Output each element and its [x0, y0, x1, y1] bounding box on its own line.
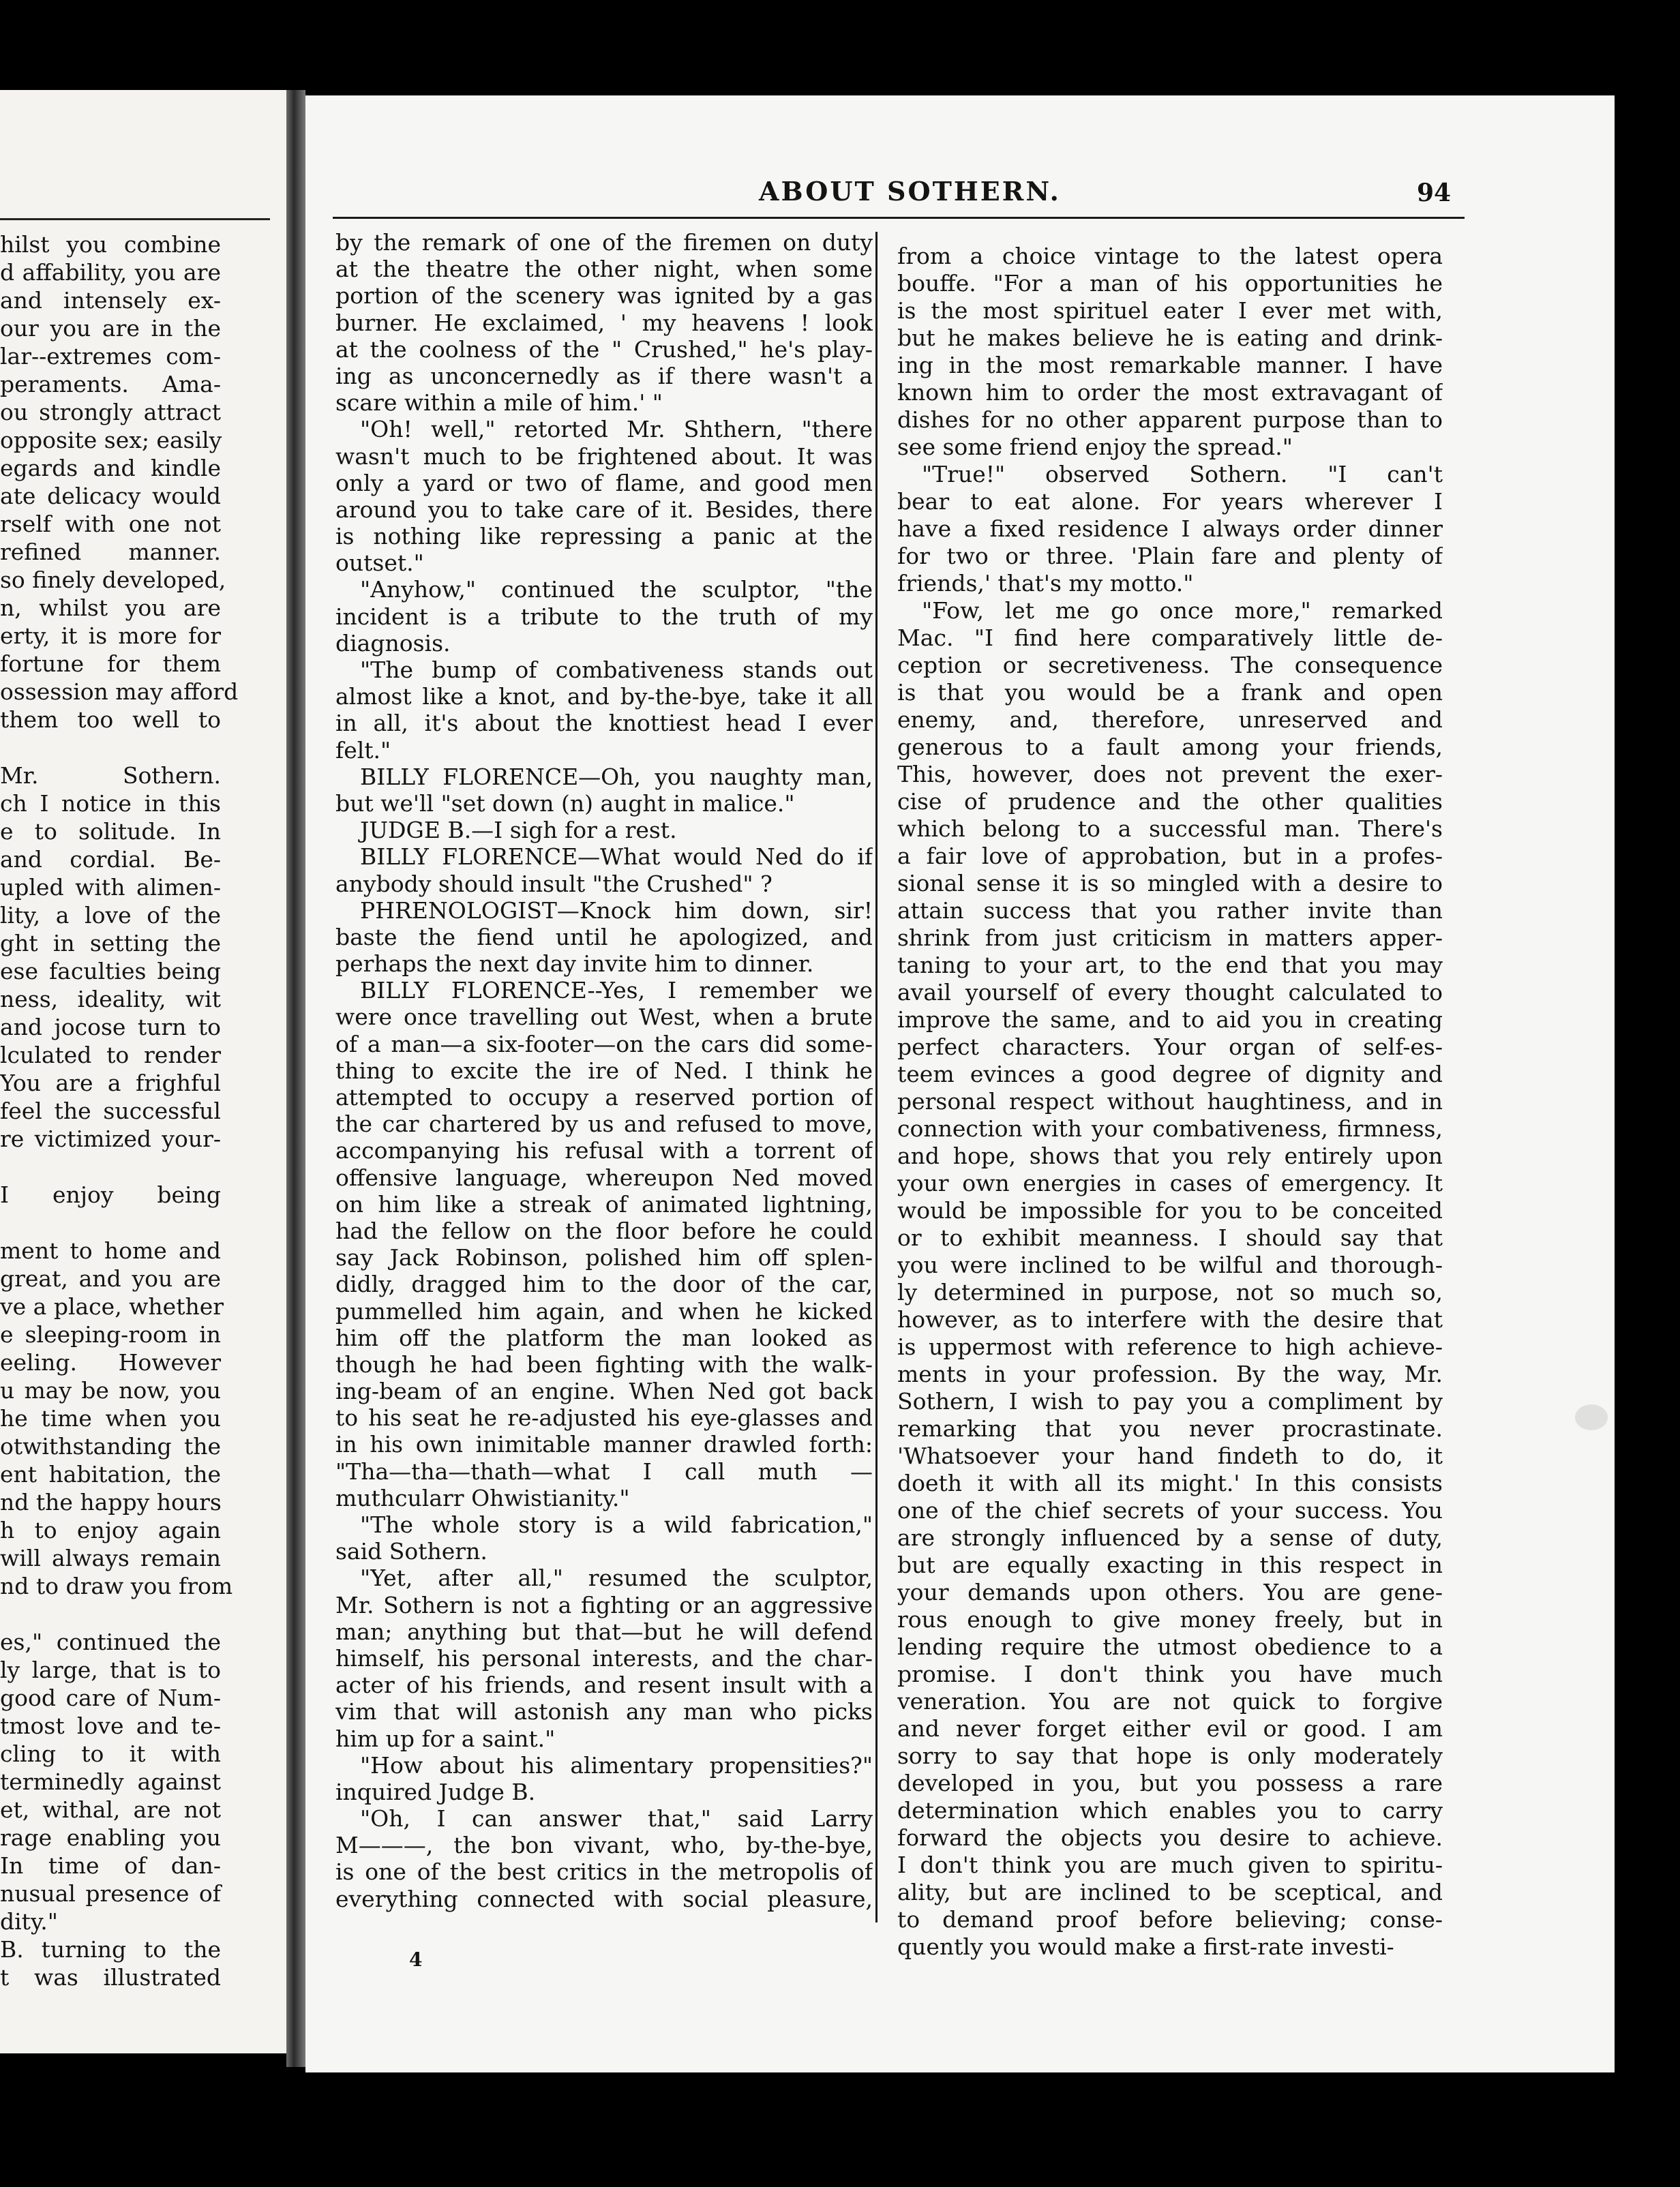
text-line: otwithstanding the	[0, 1433, 221, 1460]
text-line: h to enjoy again	[0, 1517, 221, 1543]
text-line: bouffe. "For a man of his opportunities he	[897, 270, 1443, 297]
text-line: "Anyhow," continued the sculptor, "the	[360, 576, 873, 603]
text-line: in all, it's about the knottiest head I ever	[335, 710, 873, 737]
text-line: erty, it is more for	[0, 622, 221, 649]
text-line: rage enabling you	[0, 1824, 221, 1851]
text-line: felt."	[335, 736, 391, 764]
text-line: Mr. Sothern.	[0, 762, 221, 789]
text-line: but we'll "set down (n) aught in malice."	[335, 789, 795, 817]
left-header-rule	[0, 218, 270, 220]
book-gutter	[286, 90, 305, 2067]
text-line: ve a place, whether	[0, 1293, 224, 1320]
text-line	[0, 1153, 286, 1181]
scan-blemish	[1575, 1404, 1608, 1430]
text-line: everything connected with social pleasure,	[335, 1885, 873, 1912]
text-line: at the coolness of the " Crushed," he's play-	[335, 335, 873, 363]
text-line: didly, dragged him to the door of the car,	[335, 1271, 873, 1298]
text-line: great, and you are	[0, 1265, 221, 1292]
text-line: You are a frighful	[0, 1070, 221, 1096]
text-line: pummelled him again, and when he kicked	[335, 1297, 873, 1325]
text-line: in his own inimitable manner drawled forth:	[335, 1431, 873, 1458]
text-line: ght in setting the	[0, 930, 221, 956]
text-line: wasn't much to be frightened about. It was	[335, 442, 873, 470]
text-line: shrink from just criticism in matters apper-	[897, 924, 1443, 951]
text-line: peraments. Ama-	[0, 371, 221, 397]
text-line: d affability, you are	[0, 259, 221, 286]
text-line: PHRENOLOGIST—Knock him down, sir!	[360, 896, 873, 924]
text-line: and jocose turn to	[0, 1014, 221, 1040]
text-line: This, however, does not prevent the exer-	[897, 761, 1443, 787]
text-line: egards and kindle	[0, 455, 221, 481]
text-line: so finely developed,	[0, 567, 226, 593]
text-line: lculated to render	[0, 1042, 221, 1068]
text-line: which belong to a successful man. There's	[897, 815, 1443, 842]
text-line: diagnosis.	[335, 629, 451, 657]
text-line: promise. I don't think you have much	[897, 1661, 1443, 1687]
text-line: remarking that you never procrastinate.	[897, 1415, 1443, 1442]
text-line: were once travelling out West, when a brute	[335, 1004, 873, 1031]
text-line: ception or secretiveness. The consequence	[897, 652, 1443, 678]
text-line: terminedly against	[0, 1768, 221, 1795]
text-line: nd to draw you from	[0, 1573, 233, 1599]
text-line: baste the fiend until he apologized, and	[335, 923, 873, 950]
text-line: ese faculties being	[0, 958, 221, 984]
text-line: eeling. However	[0, 1349, 221, 1376]
text-line: ment to home and	[0, 1237, 221, 1264]
text-line: to his seat he re-adjusted his eye-glasses and	[335, 1404, 873, 1432]
text-line: incident is a tribute to the truth of my	[335, 603, 873, 630]
text-line: bear to eat alone. For years wherever I	[897, 488, 1443, 515]
text-line: almost like a knot, and by-the-bye, take it all	[335, 683, 873, 710]
text-line: a fair love of approbation, but in a profes-	[897, 843, 1443, 869]
text-line: and hope, shows that you rely entirely upon	[897, 1143, 1443, 1169]
text-line: of a man—a six-footer—on the cars did some-	[335, 1030, 873, 1057]
text-line: himself, his personal interests, and the char-	[335, 1644, 873, 1672]
text-line: or to exhibit meanness. I should say that	[897, 1224, 1443, 1251]
text-line: he time when you	[0, 1405, 221, 1432]
text-line: fortune for them	[0, 650, 221, 677]
text-line: you were inclined to be wilful and thorough-	[897, 1252, 1443, 1278]
text-line: attain success that you rather invite than	[897, 897, 1443, 924]
text-line: ing-beam of an engine. When Ned got back	[335, 1378, 873, 1405]
text-line: one of the chief secrets of your success. You	[897, 1497, 1443, 1524]
text-line: "Fow, let me go once more," remarked	[922, 597, 1443, 624]
text-line: said Sothern.	[335, 1538, 487, 1565]
text-line: hilst you combine	[0, 231, 221, 258]
text-line: ality, but are inclined to be sceptical, and	[897, 1879, 1443, 1905]
text-line: would be impossible for you to be conceited	[897, 1197, 1443, 1224]
text-line: man; anything but that—but he will defend	[335, 1618, 873, 1645]
text-line: personal respect without haughtiness, and in	[897, 1088, 1443, 1115]
text-line: on him like a streak of animated lightning,	[335, 1190, 873, 1218]
text-line: et, withal, are not	[0, 1796, 221, 1823]
text-line: ing as unconcernedly as if there wasn't a	[335, 362, 873, 389]
text-line: tmost love and te-	[0, 1713, 221, 1739]
text-line: ments in your profession. By the way, Mr.	[897, 1361, 1443, 1387]
text-line: feel the successful	[0, 1098, 221, 1124]
text-line	[0, 734, 286, 761]
text-line: ly large, that is to	[0, 1657, 221, 1683]
text-line: BILLY FLORENCE—Oh, you naughty man,	[360, 763, 873, 790]
text-line: enemy, and, therefore, unreserved and	[897, 706, 1443, 733]
text-line: offensive language, whereupon Ned moved	[335, 1164, 873, 1191]
text-line: opposite sex; easily	[0, 427, 222, 453]
text-line: have a fixed residence I always order dinner	[897, 515, 1443, 542]
text-line: upled with alimen-	[0, 874, 221, 901]
text-line: to demand proof before believing; conse-	[897, 1906, 1443, 1933]
text-line: "True!" observed Sothern. "I can't	[922, 461, 1443, 487]
text-line: I don't think you are much given to spiritu-	[897, 1852, 1443, 1878]
text-line: perfect characters. Your organ of self-es-	[897, 1034, 1443, 1060]
text-column-left	[335, 229, 873, 1912]
text-line: but are equally exacting in this respect in	[897, 1552, 1443, 1578]
text-line: and never forget either evil or good. I am	[897, 1715, 1443, 1742]
text-line: ou strongly attract	[0, 399, 221, 425]
text-line: will always remain	[0, 1545, 221, 1571]
text-line: forward the objects you desire to achieve.	[897, 1824, 1443, 1851]
text-column-right	[897, 243, 1443, 1961]
text-line: are strongly influenced by a sense of duty,	[897, 1524, 1443, 1551]
text-line: "The bump of combativeness stands out	[360, 657, 873, 683]
text-line: generous to a fault among your friends,	[897, 734, 1443, 760]
text-line: taning to your art, to the end that you may	[897, 952, 1443, 978]
text-line: is uppermost with reference to high achieve-	[897, 1333, 1443, 1360]
text-line: scare within a mile of him.' "	[335, 389, 663, 417]
text-line: however, as to interfere with the desire that	[897, 1306, 1443, 1333]
text-line: rself with one not	[0, 511, 221, 537]
text-line: friends,' that's my motto."	[897, 570, 1194, 597]
text-line: Mr. Sothern is not a fighting or an aggressive	[335, 1591, 873, 1618]
text-line: the car chartered by us and refused to move,	[335, 1111, 873, 1138]
text-line: had the fellow on the floor before he could	[335, 1217, 873, 1244]
text-line: nd the happy hours	[0, 1489, 222, 1515]
text-line	[0, 1209, 286, 1237]
text-line: t was illustrated	[0, 1964, 221, 1991]
text-line: him off the platform the man looked as	[335, 1324, 873, 1351]
text-line: but he makes believe he is eating and drink-	[897, 325, 1443, 351]
text-line: inquired Judge B.	[335, 1778, 536, 1805]
text-line: dity."	[0, 1908, 58, 1935]
text-line: is nothing like repressing a panic at the	[335, 523, 873, 550]
page-94	[305, 95, 1615, 2072]
page-number: 94	[1417, 179, 1452, 207]
text-line: your demands upon others. You are gene-	[897, 1579, 1443, 1605]
text-line: at the theatre the other night, when some	[335, 256, 873, 283]
text-line: around you to take care of it. Besides, there	[335, 496, 873, 523]
text-line: anybody should insult "the Crushed" ?	[335, 870, 772, 897]
text-line: perhaps the next day invite him to dinner.	[335, 950, 814, 978]
facing-page-left	[0, 90, 286, 2053]
text-line: Sothern, I wish to pay you a compliment by	[897, 1388, 1443, 1415]
text-line: say Jack Robinson, polished him off splen-	[335, 1244, 873, 1271]
text-line: for two or three. 'Plain fare and plenty of	[897, 543, 1443, 569]
text-line: muthcularr Ohwistianity."	[335, 1484, 630, 1511]
text-line: BILLY FLORENCE--Yes, I remember we	[360, 977, 873, 1004]
text-line: ossession may afford	[0, 678, 239, 705]
text-line: good care of Num-	[0, 1685, 221, 1711]
left-page-text-column	[0, 230, 286, 1991]
text-line: refined manner.	[0, 539, 221, 565]
header-rule	[333, 217, 1465, 219]
text-line: quently you would make a first-rate investi-	[897, 1933, 1394, 1960]
text-line: lending require the utmost obedience to a	[897, 1633, 1443, 1660]
text-line: e sleeping-room in	[0, 1321, 221, 1348]
text-line: only a yard or two of flame, and good men	[335, 469, 873, 496]
text-line: nusual presence of	[0, 1880, 221, 1907]
text-line: cise of prudence and the other qualities	[897, 788, 1443, 815]
text-line: 'Whatsoever your hand findeth to do, it	[897, 1443, 1443, 1469]
text-line: In time of dan-	[0, 1852, 221, 1879]
text-line: ent habitation, the	[0, 1461, 221, 1488]
column-divider	[875, 232, 877, 1922]
text-line: re victimized your-	[0, 1126, 221, 1152]
text-line: accompanying his refusal with a torrent of	[335, 1137, 873, 1164]
text-line: from a choice vintage to the latest opera	[897, 243, 1443, 269]
text-line: es," continued the	[0, 1629, 221, 1655]
text-line: ate delicacy would	[0, 483, 221, 509]
text-line: I enjoy being	[0, 1181, 221, 1208]
text-line: veneration. You are not quick to forgive	[897, 1688, 1443, 1715]
text-line: attempted to occupy a reserved portion of	[335, 1084, 873, 1111]
text-line: known him to order the most extravagant of	[897, 379, 1443, 406]
text-line: sorry to say that hope is only moderately	[897, 1743, 1443, 1769]
text-line: see some friend enjoy the spread."	[897, 434, 1293, 460]
text-line: dishes for no other apparent purpose than to	[897, 406, 1443, 433]
text-line: is one of the best critics in the metropolis of	[335, 1858, 873, 1886]
text-line: rous enough to give money freely, but in	[897, 1606, 1443, 1633]
text-line: burner. He exclaimed, ' my heavens ! look	[335, 309, 873, 336]
signature-mark: 4	[409, 1948, 423, 1971]
text-line: "Yet, after all," resumed the sculptor,	[360, 1565, 873, 1592]
text-line: and cordial. Be-	[0, 846, 221, 873]
text-line: ch I notice in this	[0, 790, 221, 817]
text-line: ing in the most remarkable manner. I have	[897, 352, 1443, 378]
text-line: is that you would be a frank and open	[897, 679, 1443, 706]
text-line: is the most spirituel eater I ever met with,	[897, 297, 1443, 324]
text-line: acter of his friends, and resent insult with a	[335, 1672, 873, 1699]
text-line: connection with your combativeness, firmness,	[897, 1115, 1443, 1142]
text-line: "Oh, I can answer that," said Larry	[360, 1805, 873, 1832]
running-head-title: ABOUT SOTHERN.	[759, 176, 1061, 207]
text-line: thing to excite the ire of Ned. I think he	[335, 1057, 873, 1084]
text-line: teem evinces a good degree of dignity and	[897, 1061, 1443, 1087]
text-line: u may be now, you	[0, 1377, 221, 1404]
text-line: cling to it with	[0, 1740, 221, 1767]
text-line: doeth it with all its might.' In this consists	[897, 1470, 1443, 1496]
text-line: ly determined in purpose, not so much so,	[897, 1279, 1443, 1306]
text-line: Mac. "I find here comparatively little de-	[897, 624, 1443, 651]
text-line: "The whole story is a wild fabrication,"	[360, 1511, 873, 1538]
text-line: M———, the bon vivant, who, by-the-bye,	[335, 1832, 873, 1859]
text-line: "Oh! well," retorted Mr. Shthern, "there	[360, 416, 873, 443]
text-line: developed in you, but you possess a rare	[897, 1770, 1443, 1796]
text-line: determination which enables you to carry	[897, 1797, 1443, 1824]
text-line: vim that will astonish any man who picks	[335, 1698, 873, 1725]
text-line: n, whilst you are	[0, 594, 221, 621]
text-line: our you are in the	[0, 315, 221, 342]
text-line: improve the same, and to aid you in creating	[897, 1006, 1443, 1033]
text-line: lity, a love of the	[0, 902, 221, 929]
text-line: JUDGE B.—I sigh for a rest.	[360, 817, 677, 844]
text-line: B. turning to the	[0, 1936, 221, 1963]
text-line: "Tha—tha—thath—what I call muth —	[335, 1458, 873, 1485]
text-line: outset."	[335, 549, 424, 577]
text-line: portion of the scenery was ignited by a gas	[335, 282, 873, 310]
text-line	[0, 1600, 286, 1628]
text-line: though he had been fighting with the walk-	[335, 1351, 873, 1378]
text-line: and intensely ex-	[0, 287, 221, 314]
text-line: ness, ideality, wit	[0, 986, 221, 1012]
text-line: him up for a saint."	[335, 1725, 556, 1752]
text-line: by the remark of one of the firemen on duty	[335, 229, 873, 256]
text-line: sional sense it is so mingled with a desire to	[897, 870, 1443, 896]
text-line: lar--extremes com-	[0, 343, 221, 369]
text-line: them too well to	[0, 706, 221, 733]
text-line: avail yourself of every thought calculated to	[897, 979, 1443, 1006]
text-line: your own energies in cases of emergency. It	[897, 1170, 1443, 1196]
text-line: "How about his alimentary propensities?"	[360, 1751, 873, 1779]
text-line: BILLY FLORENCE—What would Ned do if	[360, 843, 873, 871]
text-line: e to solitude. In	[0, 818, 221, 845]
